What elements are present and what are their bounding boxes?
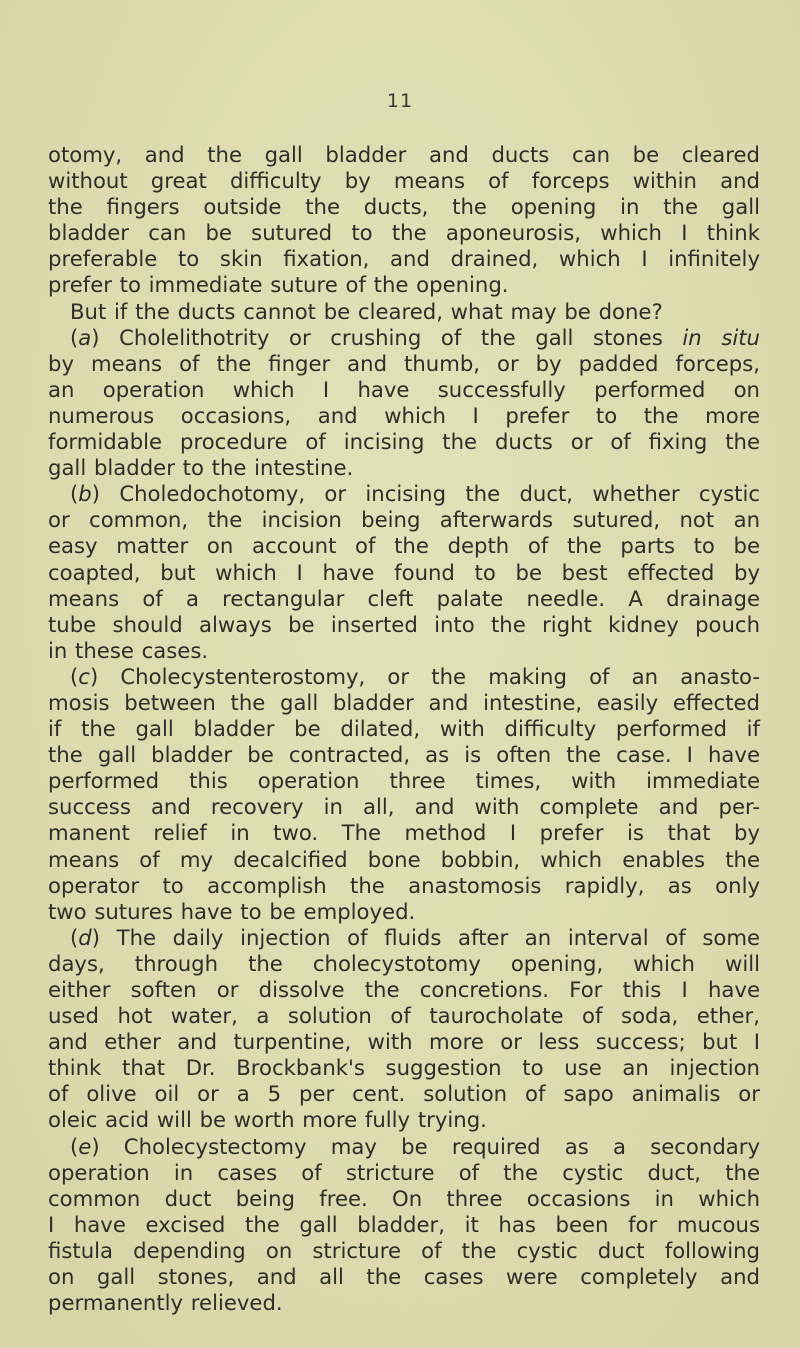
text-line: bladder can be sutured to the aponeurosis, which I think <box>48 220 760 246</box>
text-line: or common, the incision being afterwards sutured, not an <box>48 507 760 533</box>
text-line: (a) Cholelithotrity or crushing of the gall stones in situ <box>70 324 760 350</box>
text-line: coapted, but which I have found to be best effected by <box>48 559 760 585</box>
text-line: mosis between the gall bladder and intestine, easily effected <box>48 689 760 715</box>
text-line: an operation which I have successfully performed on <box>48 376 760 402</box>
text-line: (c) Cholecystenterostomy, or the making of an anasto- <box>70 663 760 689</box>
text-line: manent relief in two. The method I prefer is that by <box>48 820 760 846</box>
text-line: preferable to skin fixation, and drained, which I infinitely <box>48 246 760 272</box>
text-line: common duct being free. On three occasions in which <box>48 1185 760 1211</box>
text-line: otomy, and the gall bladder and ducts can be cleared <box>48 142 760 167</box>
text-line: (b) Choledochotomy, or incising the duct, whether cystic <box>70 481 760 507</box>
text-line: the gall bladder be contracted, as is often the case. I have <box>48 742 760 768</box>
text-line: by means of the finger and thumb, or by padded forceps, <box>48 350 760 376</box>
text-line: either soften or dissolve the concretions. For this I have <box>48 977 760 1002</box>
text-line: means of a rectangular cleft palate needle. A drainage <box>48 585 760 611</box>
text-line: means of my decalcified bone bobbin, which enables the <box>48 846 760 872</box>
text-line: and ether and turpentine, with more or less success; but I <box>48 1029 760 1055</box>
text-line: easy matter on account of the depth of the parts to be <box>48 533 760 559</box>
text-line: days, through the cholecystotomy opening, which will <box>48 950 760 976</box>
text-line: without great difficulty by means of forceps within and <box>48 168 760 194</box>
text-line: (d) The daily injection of fluids after an interval of some <box>70 924 760 950</box>
text-line: prefer to immediate suture of the opening. <box>48 272 509 298</box>
page-number: 11 <box>386 90 414 112</box>
text-line: operator to accomplish the anastomosis rapidly, as only <box>48 872 760 898</box>
text-line: oleic acid will be worth more fully trying. <box>48 1107 487 1133</box>
text-line: formidable procedure of incising the ducts or of fixing the <box>48 429 760 455</box>
text-line: on gall stones, and all the cases were completely and <box>48 1264 760 1290</box>
text-line: used hot water, a solution of taurocholate of soda, ether, <box>48 1003 760 1029</box>
text-line: operation in cases of stricture of the cystic duct, the <box>48 1159 760 1185</box>
text-line: fistula depending on stricture of the cystic duct following <box>48 1237 760 1263</box>
text-line: tube should always be inserted into the right kidney pouch <box>48 611 760 637</box>
text-line: (e) Cholecystectomy may be required as a secondary <box>70 1133 760 1159</box>
text-line: success and recovery in all, and with complete and per- <box>48 794 760 820</box>
text-line: numerous occasions, and which I prefer to the more <box>48 402 760 428</box>
text-line: in these cases. <box>48 637 209 663</box>
text-line: I have excised the gall bladder, it has been for mucous <box>48 1211 760 1237</box>
text-line: think that Dr. Brockbank's suggestion to use an injection <box>48 1055 760 1081</box>
text-line: of olive oil or a 5 per cent. solution of sapo animalis or <box>48 1081 760 1107</box>
text-line: if the gall bladder be dilated, with difficulty performed if <box>48 716 760 742</box>
text-line: permanently relieved. <box>48 1290 283 1316</box>
text-line: the fingers outside the ducts, the opening in the gall <box>48 194 760 220</box>
text-line: two sutures have to be employed. <box>48 898 416 924</box>
text-line: gall bladder to the intestine. <box>48 455 354 481</box>
body-text <box>48 142 760 1316</box>
text-line: performed this operation three times, with immediate <box>48 768 760 794</box>
text-line: But if the ducts cannot be cleared, what may be done? <box>70 298 663 324</box>
